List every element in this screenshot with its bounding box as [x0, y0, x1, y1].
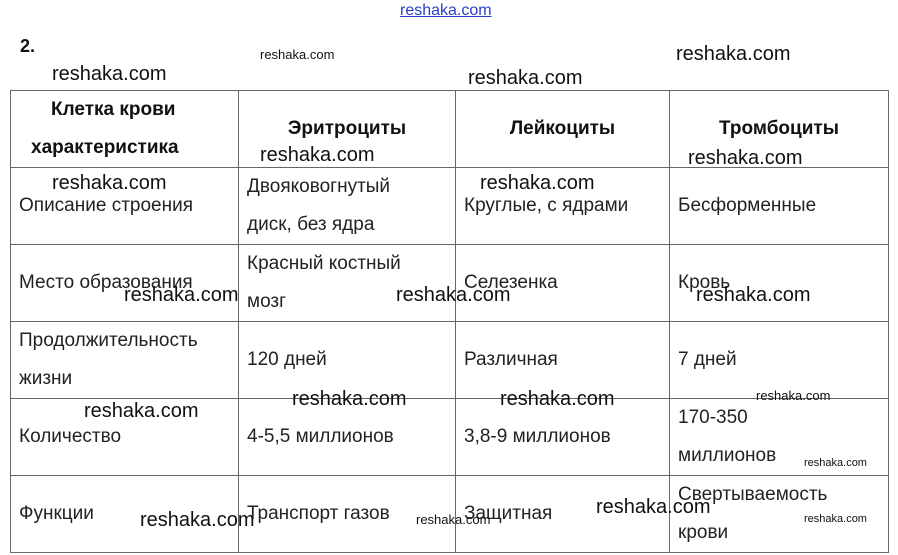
- row-label-text: Место образования: [19, 272, 193, 293]
- cell-thrombocytes-lifespan: [670, 322, 889, 399]
- cell-text: 120 дней: [247, 349, 327, 370]
- watermark: reshaka.com: [84, 400, 199, 422]
- watermark: reshaka.com: [480, 172, 595, 194]
- cell-leukocytes-lifespan: [456, 322, 670, 399]
- cell-text: 3,8-9 миллионов: [464, 426, 611, 447]
- site-link[interactable]: reshaka.com: [400, 2, 492, 19]
- cell-text-line-1: Свертываемость: [678, 484, 828, 505]
- cell-text-line-2: крови: [678, 522, 729, 543]
- cell-thrombocytes-functions: [670, 476, 889, 553]
- row-label-text: Функции: [19, 503, 94, 524]
- cell-erythrocytes-origin: [239, 245, 456, 322]
- header-corner-line-2: характеристика: [31, 137, 179, 158]
- header-column-leukocytes: Лейкоциты: [456, 91, 670, 168]
- cell-text: Круглые, с ядрами: [464, 195, 629, 216]
- cell-text-line-1: Красный костный: [247, 253, 401, 274]
- cell-erythrocytes-quantity: [239, 399, 456, 476]
- cell-text-line-1: 170-350: [678, 407, 748, 428]
- cell-erythrocytes-functions: [239, 476, 456, 553]
- watermark: reshaka.com: [596, 496, 711, 518]
- watermark: reshaka.com: [676, 43, 791, 65]
- cell-text: Транспорт газов: [247, 503, 390, 524]
- cell-text: 7 дней: [678, 349, 737, 370]
- cell-text: Бесформенные: [678, 195, 817, 216]
- cell-erythrocytes-structure: [239, 168, 456, 245]
- watermark: reshaka.com: [416, 512, 491, 527]
- cell-leukocytes-origin: [456, 245, 670, 322]
- table-row-structure: [11, 168, 889, 245]
- watermark: reshaka.com: [804, 457, 867, 469]
- header-column-erythrocytes: Эритроциты: [239, 91, 456, 168]
- watermark: reshaka.com: [124, 284, 239, 306]
- cell-text: Защитная: [464, 503, 553, 524]
- watermark: reshaka.com: [756, 388, 831, 403]
- cell-text-line-1: Двояковогнутый: [247, 176, 391, 197]
- cell-text-line-2: диск, без ядра: [247, 214, 375, 235]
- cell-text: 4-5,5 миллионов: [247, 426, 394, 447]
- watermark: reshaka.com: [804, 513, 867, 525]
- cell-erythrocytes-lifespan: [239, 322, 456, 399]
- cell-leukocytes-structure: [456, 168, 670, 245]
- row-label-origin: [11, 245, 239, 322]
- watermark: reshaka.com: [688, 147, 803, 169]
- table-row-lifespan: [11, 322, 889, 399]
- row-label-text: Количество: [19, 426, 122, 447]
- table-row-quantity: [11, 399, 889, 476]
- cell-thrombocytes-origin: [670, 245, 889, 322]
- table-row-functions: [11, 476, 889, 553]
- row-label-lifespan: [11, 322, 239, 399]
- header-column-thrombocytes: Тромбоциты: [670, 91, 889, 168]
- cell-thrombocytes-quantity: [670, 399, 889, 476]
- watermark: reshaka.com: [468, 67, 583, 89]
- table-header-row: [11, 91, 889, 168]
- cell-text: Различная: [464, 349, 558, 370]
- watermark: reshaka.com: [396, 284, 511, 306]
- cell-text: Кровь: [678, 272, 731, 293]
- row-label-line-2: жизни: [19, 368, 73, 389]
- watermark: reshaka.com: [52, 63, 167, 85]
- row-label-text: Описание строения: [19, 195, 193, 216]
- watermark: reshaka.com: [696, 284, 811, 306]
- watermark: reshaka.com: [292, 388, 407, 410]
- watermark: reshaka.com: [260, 47, 335, 62]
- blood-cells-table: [10, 90, 889, 553]
- row-label-structure: [11, 168, 239, 245]
- row-label-quantity: [11, 399, 239, 476]
- watermark: reshaka.com: [500, 388, 615, 410]
- cell-leukocytes-functions: [456, 476, 670, 553]
- cell-leukocytes-quantity: [456, 399, 670, 476]
- table-row-origin: [11, 245, 889, 322]
- watermark: reshaka.com: [260, 144, 375, 166]
- watermark: reshaka.com: [140, 509, 255, 531]
- watermark: reshaka.com: [52, 172, 167, 194]
- cell-thrombocytes-structure: [670, 168, 889, 245]
- cell-text-line-2: мозг: [247, 291, 287, 312]
- header-corner-cell: [11, 91, 239, 168]
- row-label-line-1: Продолжительность: [19, 330, 198, 351]
- cell-text: Селезенка: [464, 272, 558, 293]
- row-label-functions: [11, 476, 239, 553]
- task-number: 2.: [20, 36, 36, 56]
- cell-text-line-2: миллионов: [678, 445, 777, 466]
- header-corner-line-1: Клетка крови: [51, 99, 176, 120]
